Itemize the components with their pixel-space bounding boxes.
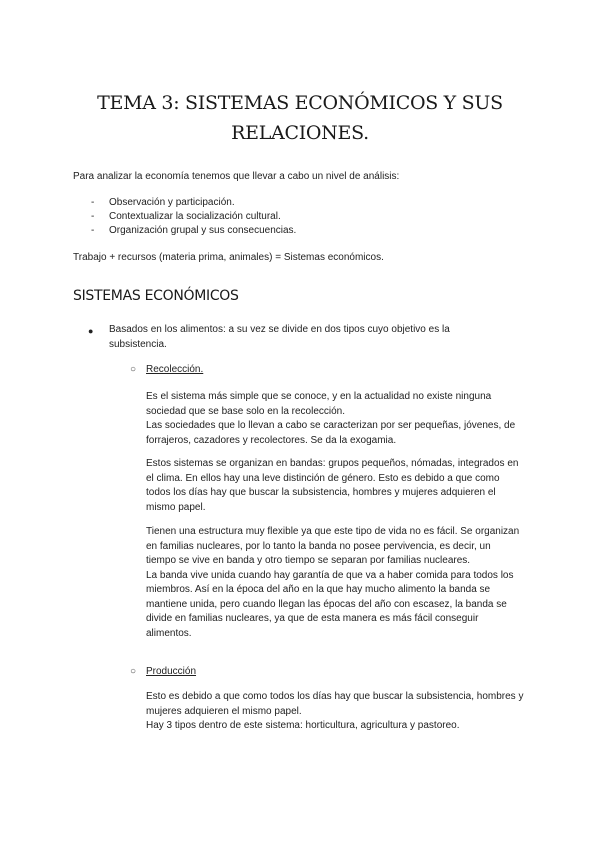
title-line-1: TEMA 3: SISTEMAS ECONÓMICOS Y SUS xyxy=(97,92,503,114)
document-title xyxy=(60,88,540,148)
subheading-recoleccion: Recolección. xyxy=(146,364,204,375)
list-item: - Observación y participación. xyxy=(91,196,296,210)
text-line: mantiene unida, pero cuando llegan las épocas del año con escasez, la banda se xyxy=(146,598,507,610)
text-line: mismo papel. xyxy=(146,501,206,513)
intro-paragraph: Para analizar la economía tenemos que llevar a cabo un nivel de análisis: xyxy=(73,171,400,182)
text-line: alimentos. xyxy=(146,627,192,639)
produccion-paragraph-1 xyxy=(146,690,536,734)
list-item: - Organización grupal y sus consecuencias. xyxy=(91,224,296,238)
equation-paragraph: Trabajo + recursos (materia prima, animales) = Sistemas económicos. xyxy=(73,252,384,263)
recoleccion-paragraph-3 xyxy=(146,525,536,641)
text-line: en familias nucleares, por lo tanto la banda no posee pervivencia, es decir, un xyxy=(146,540,491,552)
section-heading: SISTEMAS ECONÓMICOS xyxy=(73,288,239,304)
analysis-levels-list xyxy=(91,196,296,239)
bullet-line-1: Basados en los alimentos: a su vez se divide en dos tipos cuyo objetivo es la xyxy=(109,324,450,335)
list-item: - Contextualizar la socialización cultural. xyxy=(91,210,296,224)
recoleccion-paragraph-2 xyxy=(146,457,536,515)
text-line: miembros. Así en la época del año en la que hay mucho alimento la banda se xyxy=(146,584,491,595)
text-line: Esto es debido a que como todos los días hay que buscar la subsistencia, hombres y xyxy=(146,691,524,702)
subheading-produccion: Producción xyxy=(146,666,197,677)
recoleccion-paragraph-1 xyxy=(146,390,536,448)
hollow-circle-bullet-icon: ○ xyxy=(130,666,137,677)
bullet-dot-icon: ● xyxy=(88,326,94,336)
text-line: forrajeros, cazadores y recolectores. Se da la exogamia. xyxy=(146,434,397,446)
text-line: Estos sistemas se organizan en bandas: grupos pequeños, nómadas, integrados en xyxy=(146,458,519,469)
text-line: sociedad que se base solo en la recolección. xyxy=(146,405,346,417)
text-line: tiempo se vive en banda y otro tiempo se separan por familias nucleares. xyxy=(146,555,471,566)
text-line: mujeres adquieren el mismo papel. xyxy=(146,705,302,717)
text-line: Hay 3 tipos dentro de este sistema: horticultura, agricultura y pastoreo. xyxy=(146,720,460,731)
hollow-circle-bullet-icon: ○ xyxy=(130,364,137,375)
text-line: el clima. En ellos hay una leve distinción de género. Esto es debido a que como xyxy=(146,472,500,484)
bullet-paragraph xyxy=(109,323,529,352)
text-line: La banda vive unida cuando hay garantía de que va a haber comida para todos los xyxy=(146,569,514,581)
title-line-2: RELACIONES. xyxy=(231,122,369,144)
bullet-line-2: subsistencia. xyxy=(109,338,167,350)
text-line: todos los días hay que buscar la subsistencia, hombres y mujeres adquieren el xyxy=(146,487,496,498)
text-line: Es el sistema más simple que se conoce, y en la actualidad no existe ninguna xyxy=(146,391,492,402)
text-line: Tienen una estructura muy flexible ya que este tipo de vida no es fácil. Se organizan xyxy=(146,526,520,537)
text-line: Las sociedades que lo llevan a cabo se caracterizan por ser pequeñas, jóvenes, de xyxy=(146,420,516,431)
text-line: divide en familias nucleares, ya que de esta manera es más fácil conseguir xyxy=(146,613,479,624)
